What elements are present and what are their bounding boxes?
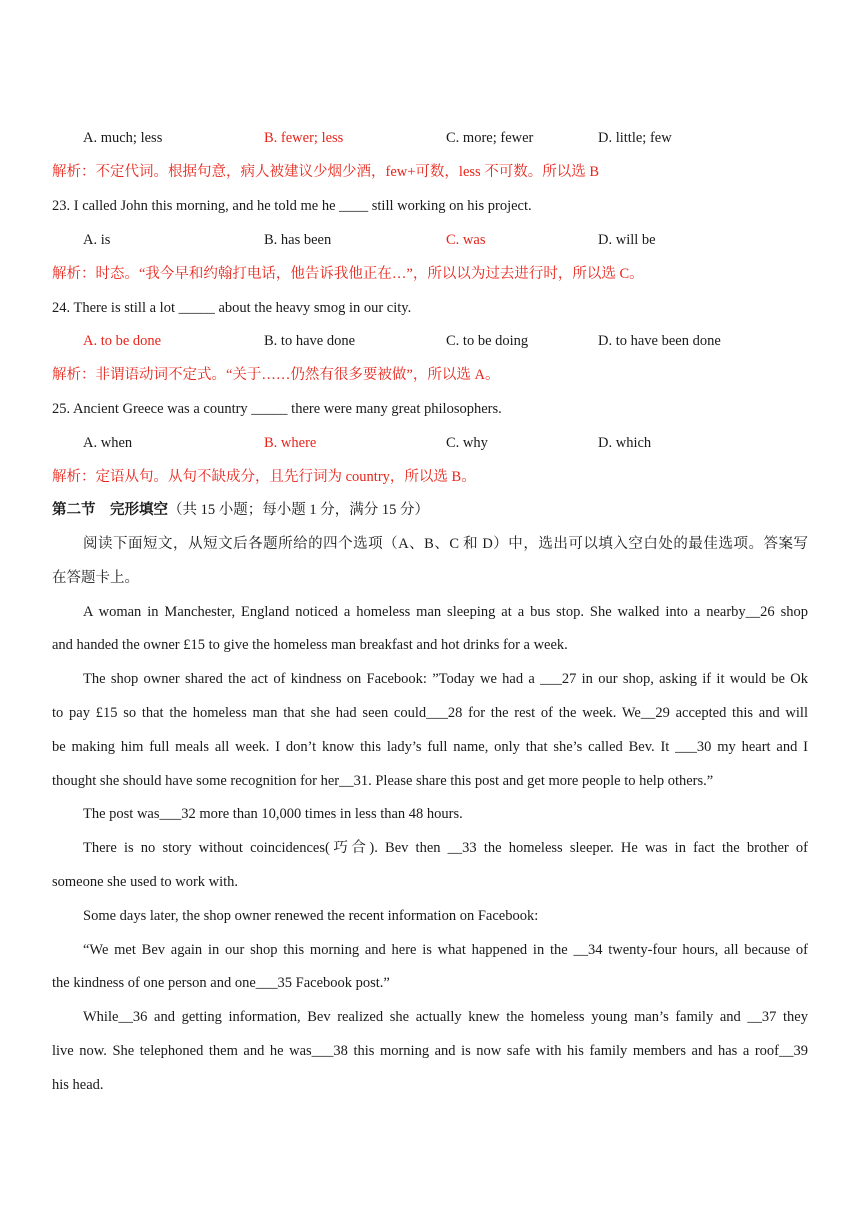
section-title: 第二节 完形填空	[52, 502, 168, 518]
passage-line: be making him full meals all week. I don’t know this lady’s full name, only that she’s called Bev. It ___30 my heart and I	[52, 739, 808, 755]
option-b: B. has been	[264, 232, 332, 248]
section-note: （共 15 小题；每小题 1 分，满分 15 分）	[168, 502, 429, 518]
instructions-line-1: 阅读下面短文，从短文后各题所给的四个选项（A、B、C 和 D）中，选出可以填入空白处的最佳选项。答案写	[83, 536, 808, 552]
analysis-25: 解析：定语从句。从句不缺成分，且先行词为 country，所以选 B。	[52, 469, 476, 485]
option-a: A. much; less	[83, 130, 163, 146]
passage-line: A woman in Manchester, England noticed a homeless man sleeping at a bus stop. She walked into a nearby__26 shop	[83, 604, 808, 620]
passage-line: the kindness of one person and one___35 Facebook post.”	[52, 975, 390, 991]
passage-line: The shop owner shared the act of kindness on Facebook: ”Today we had a ___27 in our shop, asking if it would be Ok	[83, 671, 808, 687]
passage-line: The post was___32 more than 10,000 times in less than 48 hours.	[83, 806, 463, 822]
option-d: D. will be	[598, 232, 656, 248]
question-25-stem: 25. Ancient Greece was a country _____ there were many great philosophers.	[52, 401, 502, 417]
analysis-24: 解析：非谓语动词不定式。“关于……仍然有很多要被做”，所以选 A。	[52, 367, 500, 383]
analysis-23: 解析：时态。“我今早和约翰打电话，他告诉我他正在…”，所以以为过去进行时，所以选 C。	[52, 266, 644, 282]
option-a: A. when	[83, 435, 133, 451]
option-c: C. why	[446, 435, 488, 451]
analysis-22: 解析：不定代词。根据句意，病人被建议少烟少酒，few+可数，less 不可数。所以选 B	[52, 164, 600, 180]
passage-line: “We met Bev again in our shop this morning and here is what happened in the __34 twenty-four hours, all because of	[83, 942, 808, 958]
option-d: D. to have been done	[598, 333, 721, 349]
option-b-answer: B. fewer; less	[264, 130, 344, 146]
passage-line: thought she should have some recognition for her__31. Please share this post and get more people to help others.”	[52, 773, 714, 789]
option-c: C. more; fewer	[446, 130, 534, 146]
option-b: B. to have done	[264, 333, 356, 349]
passage-line: his head.	[52, 1077, 104, 1093]
passage-line: someone she used to work with.	[52, 874, 239, 890]
option-d: D. which	[598, 435, 652, 451]
passage-line: While__36 and getting information, Bev realized she actually knew the homeless young man’s family and __37 they	[83, 1009, 808, 1025]
passage-line: live now. She telephoned them and he was___38 this morning and is now safe with his family members and has a roof__39	[52, 1043, 808, 1059]
passage-line: Some days later, the shop owner renewed the recent information on Facebook:	[83, 908, 539, 924]
passage-line: to pay £15 so that the homeless man that she had seen could___28 for the rest of the week. We__29 accepted this and will	[52, 705, 808, 721]
section-heading	[52, 500, 812, 520]
option-d: D. little; few	[598, 130, 672, 146]
question-23-stem: 23. I called John this morning, and he told me he ____ still working on his project.	[52, 198, 532, 214]
option-b-answer: B. where	[264, 435, 317, 451]
instructions-line-2: 在答题卡上。	[52, 570, 139, 586]
question-24-stem: 24. There is still a lot _____ about the heavy smog in our city.	[52, 300, 412, 316]
option-c-answer: C. was	[446, 232, 486, 248]
passage-line: and handed the owner £15 to give the homeless man breakfast and hot drinks for a week.	[52, 637, 568, 653]
option-a: A. is	[83, 232, 111, 248]
option-a-answer: A. to be done	[83, 333, 162, 349]
option-c: C. to be doing	[446, 333, 529, 349]
passage-line: There is no story without coincidences(巧合). Bev then __33 the homeless sleeper. He was in fact the brother of	[83, 840, 808, 856]
